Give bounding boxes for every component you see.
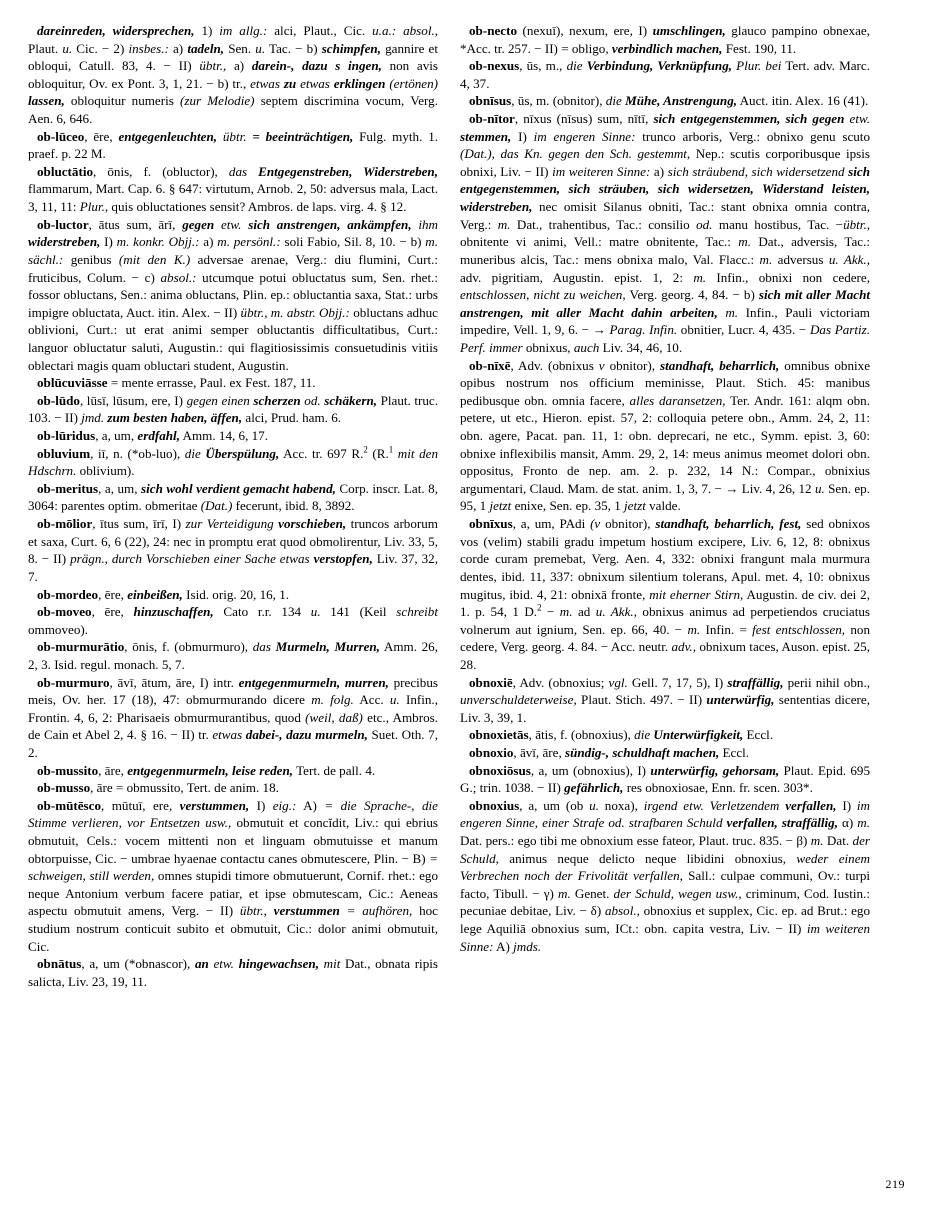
dictionary-entry-obnixus: obnīxus, a, um, PAdi (v obnitor), standhaft, beharrlich, fest, sed obnixos vos (velim) stabili gradu impetum hostium excipere, Liv. 6, 12, 8: obnixus corde curam premebat, Verg. Aen. 4, 332: obnixi frangunt mala murmura dentes, ibid. 11, 337: obnixum silentium tolerans, Apul. met. 4, 10: obnixus mugitus, ibid. 4, 21: obnixā fronte, mit eherner Stirn, Augustin. de civ. dei 2, 1. p. 54, 1 D.$^2$ − m. ad u. Akk., obnixus animus ad perpetiendos cruciatus volnerum aut ignium, Sen. ep. 66, 40. − m. Infin. = fest entschlossen, non cedere, Verg. georg. 4. 84. − Acc. neutr. adv., obnixum taces, Auson. epist. 25, 28. xyxy=(460,516,871,672)
dictionary-entry-ob-nexus: ob-nexus, ūs, m., die Verbindung, Verknüpfung, Plur. bei Tert. adv. Marc. 4, 37. xyxy=(460,58,870,91)
dictionary-entry-ob-ludo: ob-lūdo, lūsī, lūsum, ere, I) gegen einen scherzen od. schäkern, Plaut. truc. 103. − II) jmd. zum besten haben, äffen, alci, Prud. ham. 6. xyxy=(28,392,438,426)
dictionary-entry-ob-mussito: ob-mussito, āre, entgegenmurmeln, leise reden, Tert. de pall. 4. xyxy=(37,762,376,778)
dictionary-entry-ob-murmuratio: ob-murmurātio, ōnis, f. (obmurmuro), das Murmeln, Murren, Amm. 26, 2, 3. Isid. regul. monach. 5, 7. xyxy=(28,639,439,672)
dictionary-entry-ob-molior: ob-mōlior, ītus sum, īrī, I) zur Verteidigung vorschieben, truncos arborum et saxa, Curt. 6, 6 (22), 24: nec in promptu erat quod obmolirentur, Liv. 33, 5, 8. − II) prägn., durch Vorschieben einer Sache etwas verstopfen, Liv. 37, 32, 7. xyxy=(28,516,438,584)
dictionary-entry-obnoxius: obnoxius, a, um (ob u. noxa), irgend etw. Verletzendem verfallen, I) im engeren Sinne, einer Strafe od. strafbaren Schuld verfallen, straffällig, α) m. Dat. pers.: ego tibi me obnoxium esse fateor, Plaut. truc. 835. − β) m. Dat. der Schuld, animus neque delicto neque libidini obnoxius, weder einem Verbrechen noch der Frivolität verfallen, Sall.: culpae communi, Ov.: turpi facto, Tibull. − γ) m. Genet. der Schuld, wegen usw., criminum, Cod. Iustin.: pecuniae debitae, Liv. − δ) absol., obnoxius et supplex, Cic. ep. ad Brut.: ego lege Aquiliā obnoxius sum, ICt.: obn. capita vestra, Liv. − II) im weiteren Sinne: A) jmds. xyxy=(460,797,871,954)
dictionary-entry-ob-mordeo: ob-mordeo, ēre, einbeißen, Isid. orig. 20, 16, 1. xyxy=(37,586,290,602)
left-text-column xyxy=(28,22,438,991)
dictionary-entry-obnoxietas: obnoxietās, ātis, f. (obnoxius), die Unterwürfigkeit, Eccl. xyxy=(469,727,774,743)
dictionary-entry-ob-luridus: ob-lūridus, a, um, erdfahl, Amm. 14, 6, 17. xyxy=(37,428,268,444)
dictionary-entry-ob-luceo: ob-lūceo, ēre, entgegenleuchten, übtr. = beeinträchtigen, Fulg. myth. 1. praef. p. 22 M. xyxy=(28,128,439,162)
right-text-column xyxy=(460,22,870,955)
dictionary-entry-obnoxio: obnoxio, āvī, āre, sündig-, schuldhaft machen, Eccl. xyxy=(469,744,750,760)
dictionary-entry-ob-necto: ob-necto (nexuī), nexum, ere, I) umschlingen, glauco pampino obnexae, *Acc. tr. 257. − II) = obligo, verbindlich machen, Fest. 190, 11. xyxy=(460,23,870,56)
dictionary-entry-obnoxie: obnoxiē, Adv. (obnoxius; vgl. Gell. 7, 17, 5), I) straffällig, perii nihil obn., unverschuldeterweise, Plaut. Stich. 497. − II) unterwürfig, sententias dicere, Liv. 3, 39, 1. xyxy=(460,674,871,725)
dictionary-entry-ob-murmuro: ob-murmuro, āvī, ātum, āre, I) intr. entgegenmurmeln, murren, precibus meis, Ov. her. 17 (18), 47: obmurmurando dicere m. folg. Acc. u. Infin., Frontin. 4, 6, 2: Pharisaeis obmurmurantibus, quod (weil, daß) etc., Ambros. de Cain et Abel 2, 4. § 16. − II) tr. etwas dabei-, dazu murmeln, Suet. Oth. 7, 2. xyxy=(28,674,438,760)
dictionary-entry-obloquor-continued: dareinreden, widersprechen, 1) im allg.: alci, Plaut., Cic. u.a.: absol., Plaut. u. Cic. − 2) insbes.: a) tadeln, Sen. u. Tac. − b) schimpfen, gannire et obloqui, Catull. 83, 4. − II) übtr., a) darein-, dazu s ingen, non avis obloquitur, Ov. ex Pont. 3, 1, 21. − b) tr., etwas zu etwas erklingen (ertönen) lassen, obloquitur numeris (zur Melodie) septem discrimina vocum, Verg. Aen. 6, 646. xyxy=(28,23,439,127)
dictionary-entry-ob-meritus: ob-meritus, a, um, sich wohl verdient gemacht habend, Corp. inscr. Lat. 8, 3064: parentes optim. obmeritae (Dat.) fecerunt, ibid. 8, 3892. xyxy=(28,480,438,514)
dictionary-entry-obluvium: obluvium, iī, n. (*ob-luo), die Überspülung, Acc. tr. 697 R.$^2$ (R.$^1$ mit den Hdschrn. oblivium). xyxy=(28,444,439,479)
page-number: 219 xyxy=(885,1177,905,1191)
dictionary-entry-ob-mutesco: ob-mūtēsco, mūtuī, ere, verstummen, I) eig.: A) = die Sprache-, die Stimme verlieren, vor Entsetzen usw., obmutuit et concĭdit, Liv.: qui ebrius obmutuit, Cels.: vocem mittenti non et linguam obmutuisse et manum obtorpuisse, Cic. − umbrae hyaenae contactu canes obmutescere, Plin. − B) = schweigen, still werden, omnes stupidi timore obmutuerunt, Cornif. rhet.: ego neque Antonium verbum facere patiar, et ipse obmutescam, Cic.: Aeneas aspectu obmutuit amens, Verg. − II) übtr., verstummen = aufhören, hoc studium nostrum conticuit subito et obmutuit, Cic.: dolor animi obmutuit, Cic. xyxy=(28,797,439,954)
dictionary-entry-obnisus: obnīsus, ūs, m. (obnitor), die Mühe, Anstrengung, Auct. itin. Alex. 16 (41). xyxy=(469,93,869,109)
dictionary-entry-obnoxiosus: obnoxiōsus, a, um (obnoxius), I) unterwürfig, gehorsam, Plaut. Epid. 695 G.; trin. 1038. − II) gefährlich, res obnoxiosae, Enn. fr. scen. 303*. xyxy=(460,762,871,796)
two-column-text-body xyxy=(28,22,907,1152)
dictionary-entry-obnatus: obnātus, a, um (*obnascor), an etw. hingewachsen, mit Dat., obnata ripis salicta, Liv. 23, 19, 11. xyxy=(28,956,438,989)
dictionary-entry-ob-nitor: ob-nītor, nīxus (nīsus) sum, nītī, sich entgegenstemmen, sich gegen etw. stemmen, I) im engeren Sinne: trunco arboris, Verg.: obnixo genu scuto (Dat.), das Kn. gegen den Sch. gestemmt, Nep.: scutis corporibusque ipsis obnixi, Liv. − II) im weiteren Sinne: a) sich sträubend, sich widersetzend sich entgegenstemmen, sich sträuben, sich widersetzen, Widerstand leisten, widerstreben, nec omisit Silanus obniti, Tac.: stant obnixa omnia contra, Verg.: m. Dat., trahentibus, Tac.: consilio od. manu hostibus, Tac. −übtr., obnitente vi animi, Vell.: matre obnitente, Tac.: m. Dat., adversis, Tac.: muneribus alcis, Tac.: mens obnixa malo, Val. Flacc.: m. adversus u. Akk., adv. pigritiam, Augustin. epist. 1, 2: m. Infin., obnixi non cedere, entschlossen, nicht zu weichen, Verg. georg. 4, 84. − b) sich mit aller Macht anstrengen, mit aller Macht dahin arbeiten, m. Infin., Pauli victoriam impedire, Vell. 1, 9, 6. − → Parag. Infin. obnitier, Lucr. 4, 435. − Das Partiz. Perf. immer obnixus, auch Liv. 34, 46, 10. xyxy=(460,111,871,355)
dictionary-entry-ob-moveo: ob-moveo, ēre, hinzuschaffen, Cato r.r. 134 u. 141 (Keil schreibt ommoveo). xyxy=(28,604,438,637)
dictionary-entry-ob-luctor: ob-luctor, ātus sum, ārī, gegen etw. sich anstrengen, ankämpfen, ihm widerstreben, I) m. konkr. Objj.: a) m. persönl.: soli Fabio, Sil. 8, 10. − b) m. sächl.: genibus (mit den K.) adversae arenae, Verg.: diu flumini, Curt.: fruticibus, Colum. − c) absol.: utcumque potui obluctatus sum, Sen. rhet.: fossor obluctans, Sen.: anima obluctans, Plin. ep.: obluctantia saxa, Stat.: urbs impigre obluctata, Auct. itin. Alex. − II) übtr., m. abstr. Objj.: obluctans adhuc oblivioni, Curt.: ut erat animi semper obluctantis difficultatibus, Curt.: languor obluctatur saluti, Augustin.: qui flagitiosissimis consuetudinis vitiis oblectari magis quam obluctari student, Augustin. xyxy=(28,216,439,373)
dictionary-entry-oblucuviasse: oblūcuviāsse = mente errasse, Paul. ex Fest. 187, 11. xyxy=(37,375,316,391)
dictionary-entry-obluctatio: obluctātio, ōnis, f. (obluctor), das Entgegenstreben, Widerstreben, flammarum, Mart. Cap. 6. § 647: virtutum, Arnob. 2, 50: adversus mala, Lact. 3, 11, 11: Plur., quis obluctationes sensit? Ambros. de laps. virg. 4. § 12. xyxy=(28,163,438,215)
dictionary-entry-ob-musso: ob-musso, āre = obmussito, Tert. de anim. 18. xyxy=(37,780,279,796)
dictionary-entry-ob-nixe: ob-nīxē, Adv. (obnixus v obnitor), standhaft, beharrlich, omnibus obnixe opibus nostrum nos officium meminisse, Plaut. Stich. 45: manibus pedibusque obn. omnia facere, alles daransetzen, Ter. Andr. 161: alqm obn. petere, ut etc., Hieron. epist. 57, 2: colloquia petere obn., Amm. 24, 2, 11: obn. agere, Pacat. pan. 11, 1: obn. deprecari, ne etc., Symm. epist. 3, 60: obnixe inflexibilis mansit, Amm. 29, 2, 14: meus animus meomet dolori obn. oppositus, Fronto de nep. am. 2. p. 232, 14 N.: Compar., obnixius argumentari, Claud. Mam. de stat. anim. 1, 3, 7. − → Liv. 4, 26, 12 u. Sen. ep. 95, 1 jetzt enixe, Sen. ep. 35, 1 jetzt valde. xyxy=(460,357,871,514)
